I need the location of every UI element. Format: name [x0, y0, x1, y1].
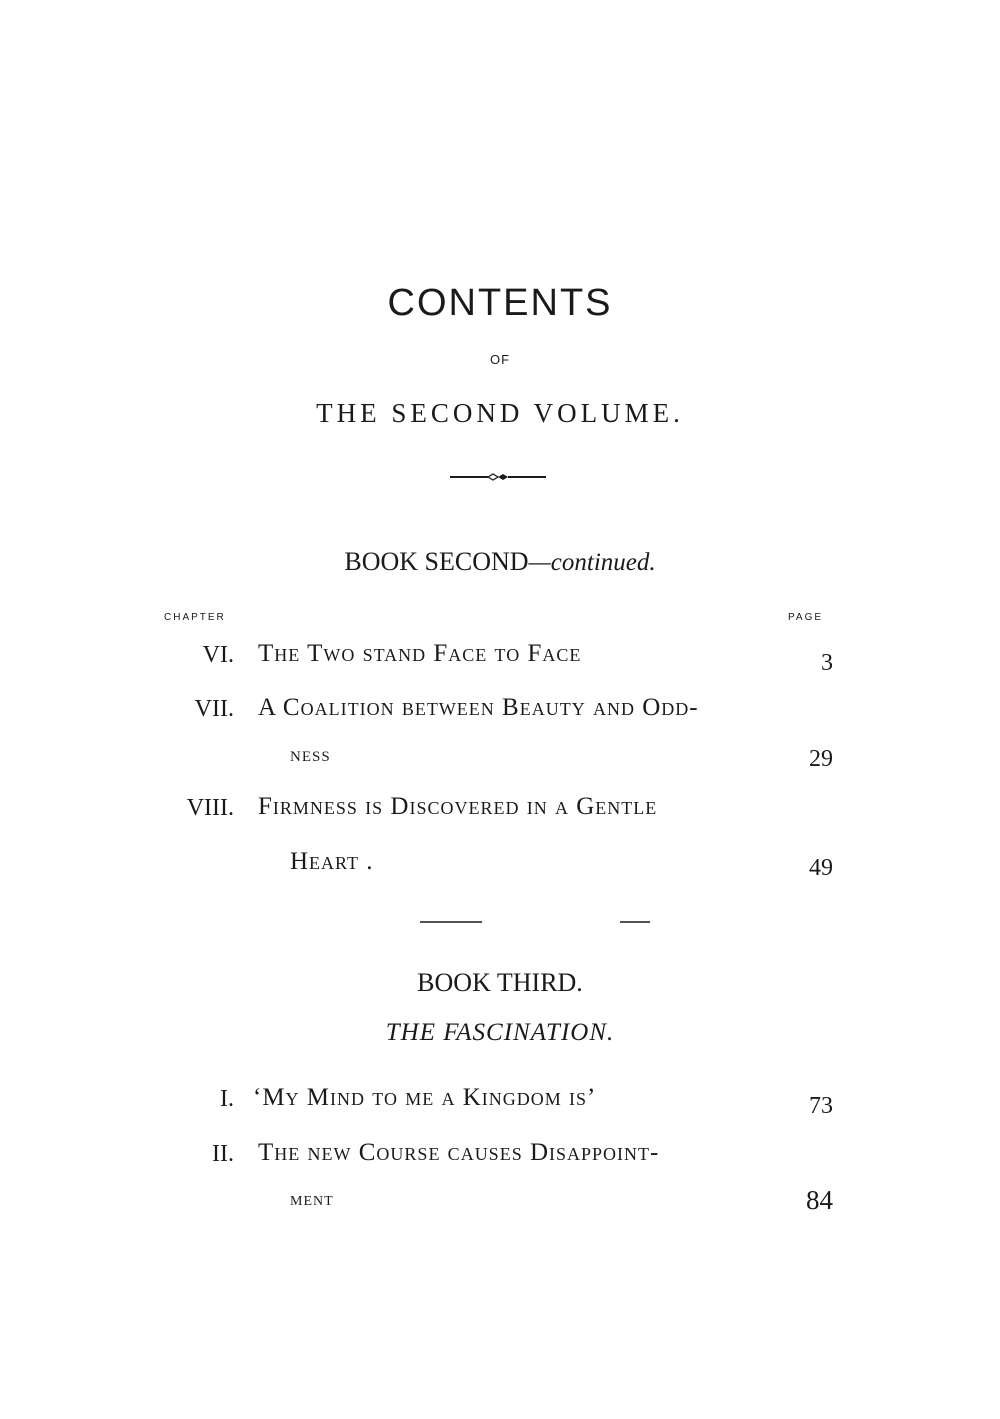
chapter-title: ‘My Mind to me a Kingdom is’ [253, 1084, 597, 1111]
ornament-divider [450, 470, 546, 484]
chapter-page: 84 [806, 1185, 833, 1215]
book-third-subtitle: THE FASCINATION. [385, 1019, 615, 1046]
chapter-title: Firmness is Discovered in a Gentle [258, 793, 658, 820]
book-third-heading: BOOK THIRD. [417, 968, 583, 997]
chapter-numeral: VII. [194, 696, 234, 722]
book-second-heading [0, 547, 1000, 577]
chapter-page: 73 [809, 1093, 833, 1119]
volume-title: THE SECOND VOLUME. [316, 398, 684, 428]
page-column-label: PAGE [788, 612, 824, 623]
chapter-title: The Two stand Face to Face [258, 640, 582, 667]
chapter-title-continued: ness [290, 742, 331, 766]
chapter-numeral: VIII. [186, 795, 234, 821]
chapter-column-label: CHAPTER [164, 612, 226, 623]
chapter-title: The new Course causes Disappoint- [258, 1139, 660, 1166]
chapter-numeral: I. [220, 1086, 234, 1112]
chapter-title-continued: ment [290, 1188, 334, 1210]
book-second-suffix: —continued. [528, 549, 656, 576]
section-divider [420, 918, 660, 926]
title-of: OF [489, 352, 511, 367]
page-title: CONTENTS [387, 282, 613, 324]
book-second-title: BOOK SECOND [344, 547, 529, 576]
chapter-page: 29 [809, 746, 833, 772]
chapter-numeral: II. [212, 1141, 234, 1167]
chapter-numeral: VI. [202, 642, 234, 668]
chapter-page: 3 [821, 650, 833, 676]
chapter-title: A Coalition between Beauty and Odd- [258, 694, 699, 721]
chapter-page: 49 [809, 855, 833, 881]
chapter-title-continued: Heart . [290, 848, 374, 875]
